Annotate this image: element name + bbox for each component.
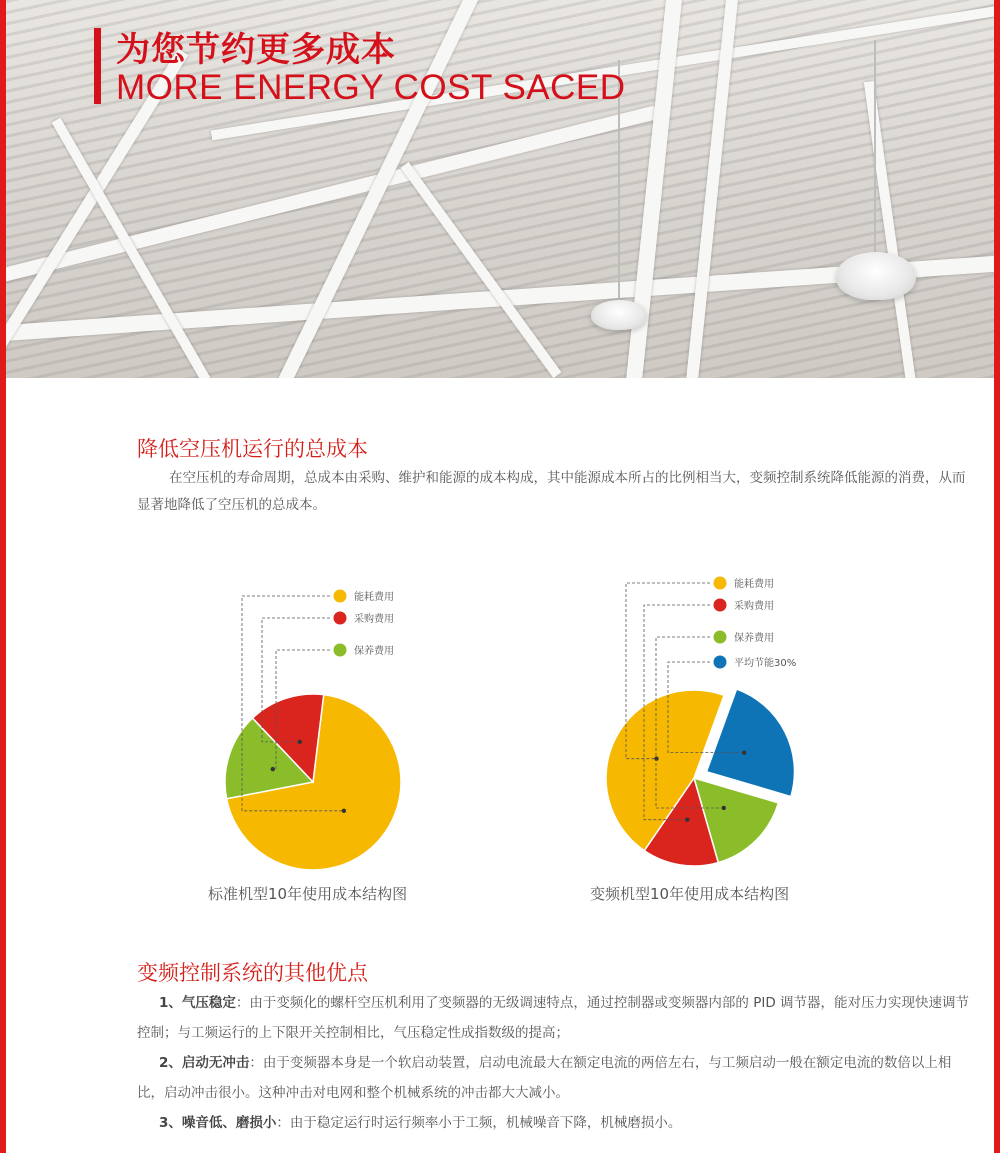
legend-dot	[334, 612, 347, 625]
legend-dot	[714, 656, 727, 669]
pie-slice	[227, 695, 401, 870]
chart-caption-vfd: 变频机型10年使用成本结构图	[590, 885, 790, 903]
advantages-list	[137, 988, 972, 1138]
legend-dot	[714, 599, 727, 612]
pie-slice	[694, 778, 778, 863]
advantage-item	[137, 1108, 972, 1138]
chart-caption-standard: 标准机型10年使用成本结构图	[208, 885, 408, 903]
ceiling-lamp-icon	[591, 300, 647, 330]
advantage-item	[137, 1048, 972, 1108]
page-title-chinese: 为您节约更多成本	[116, 30, 396, 70]
advantage-heading: 1、气压稳定	[159, 995, 236, 1011]
legend-dot	[714, 577, 727, 590]
page-title-english: MORE ENERGY COST SACED	[116, 68, 626, 107]
section-paragraph-reduce-cost: 在空压机的寿命周期，总成本由采购、维护和能源的成本构成，其中能源成本所占的比例相当大，变频控制系统降低能源的消费，从而显著地降低了空压机的总成本。	[137, 470, 966, 513]
legend-label: 采购费用	[354, 614, 394, 625]
legend-dot	[334, 590, 347, 603]
legend-label: 保养费用	[734, 633, 774, 644]
advantage-separator: ：	[249, 1055, 263, 1071]
legend-label: 保养费用	[354, 646, 394, 657]
leader-line	[656, 637, 724, 808]
title-accent-bar	[94, 28, 101, 104]
advantage-text: 由于稳定运行时运行频率小于工频，机械噪音下降，机械磨损小。	[289, 1115, 682, 1131]
leader-endpoint	[298, 740, 302, 744]
legend-label: 能耗费用	[354, 592, 394, 603]
pie-slice	[706, 689, 794, 797]
pie-slice	[253, 694, 324, 782]
advantage-heading: 2、启动无冲击	[159, 1055, 250, 1071]
advantage-item	[137, 988, 972, 1048]
ceiling-lamp-icon	[836, 252, 916, 300]
leader-endpoint	[742, 750, 746, 754]
leader-endpoint	[685, 817, 689, 821]
advantage-separator: ：	[276, 1115, 290, 1131]
pie-slice	[644, 778, 718, 866]
legend-dot	[714, 631, 727, 644]
leader-line	[273, 650, 330, 769]
leader-line	[626, 583, 710, 759]
leader-endpoint	[654, 756, 658, 760]
leader-line	[262, 618, 330, 742]
advantage-text: 由于变频器本身是一个软启动装置，启动电流最大在额定电流的两倍左右，与工频启动一般在额定电流的数倍以上相比，启动冲击很小。这种冲击对电网和整个机械系统的冲击都大大减小。	[137, 1055, 952, 1101]
legend-label: 采购费用	[734, 601, 774, 612]
leader-line	[644, 605, 710, 820]
legend-label: 平均节能30%	[734, 658, 797, 669]
advantage-text: 由于变频化的螺杆空压机利用了变频器的无级调速特点，通过控制器或变频器内部的 PID 调节器，能对压力实现快速调节控制；与工频运行的上下限开关控制相比，气压稳定性成指数级的提高；	[137, 995, 970, 1041]
leader-line	[242, 596, 344, 811]
leader-endpoint	[271, 767, 275, 771]
pie-slice	[225, 718, 313, 799]
section-title-other-advantages: 变频控制系统的其他优点	[137, 961, 368, 985]
pie-slice	[606, 690, 724, 851]
section-title-reduce-cost: 降低空压机运行的总成本	[137, 437, 368, 461]
leader-endpoint	[722, 806, 726, 810]
legend-dot	[334, 644, 347, 657]
page-edge-right	[994, 0, 1000, 1153]
hero-photo-roof	[6, 0, 994, 378]
leader-endpoint	[342, 809, 346, 813]
advantage-heading: 3、噪音低、磨损小	[159, 1115, 277, 1131]
advantage-separator: ：	[235, 995, 250, 1011]
leader-line	[668, 662, 744, 753]
legend-label: 能耗费用	[734, 579, 774, 590]
